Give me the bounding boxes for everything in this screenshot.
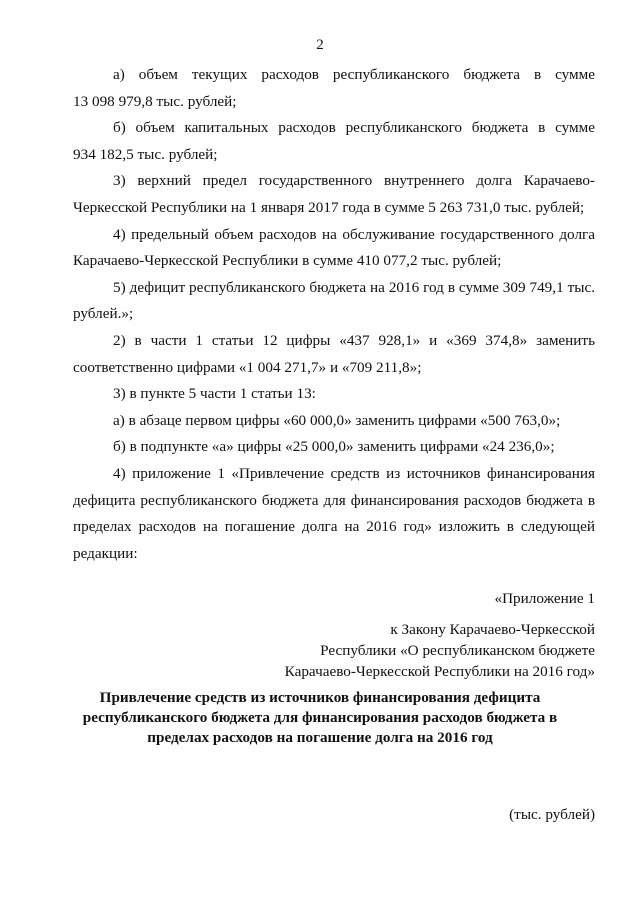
appendix-title: «Приложение 1 (494, 590, 595, 607)
paragraph-line: б) в подпункте «а» цифры «25 000,0» заменить цифрами «24 236,0»; (113, 438, 555, 456)
paragraph-line: дефицита республиканского бюджета для финансирования расходов бюджета в (73, 491, 595, 509)
paragraph-line: соответственно цифрами «1 004 271,7» и «709 211,8»; (73, 358, 422, 376)
appendix-ref-line: Карачаево-Черкесской Республики на 2016 год» (284, 663, 595, 680)
paragraph-line: а) объем текущих расходов республиканского бюджета в сумме (113, 66, 595, 83)
body-text (73, 62, 595, 567)
paragraph-8 (73, 408, 595, 435)
page-number: 2 (316, 37, 324, 53)
appendix-ref-line: Республики «О республиканском бюджете (320, 642, 595, 659)
heading-line: республиканского бюджета для финансирования расходов бюджета в (82, 709, 558, 726)
paragraph-7 (73, 381, 595, 408)
paragraph-line: редакции: (73, 544, 138, 562)
paragraph-line: пределах расходов на погашение долга на 2016 год» изложить в следующей (73, 518, 595, 536)
paragraph-5 (73, 275, 595, 328)
paragraph-4 (73, 222, 595, 275)
paragraph-line: б) объем капитальных расходов республиканского бюджета в сумме (113, 119, 595, 137)
heading-line: пределах расходов на погашение долга на 2016 год (147, 729, 493, 746)
appendix-ref-line: к Закону Карачаево-Черкесской (390, 621, 595, 638)
paragraph-line: рублей.»; (73, 305, 134, 323)
paragraph-line: 934 182,5 тыс. рублей; (73, 145, 218, 163)
paragraph-line: 4) предельный объем расходов на обслуживание государственного долга (113, 225, 595, 243)
heading-line: Привлечение средств из источников финансирования дефицита (99, 689, 541, 706)
section-heading (40, 688, 600, 748)
paragraph-3 (73, 168, 595, 221)
paragraph-line: Карачаево-Черкесской Республики в сумме 410 077,2 тыс. рублей; (73, 252, 502, 270)
units-label: (тыс. рублей) (509, 806, 595, 823)
paragraph-line: 5) дефицит республиканского бюджета на 2016 год в сумме 309 749,1 тыс. (113, 278, 595, 296)
paragraph-line: Черкесской Республики на 1 января 2017 года в сумме 5 263 731,0 тыс. рублей; (73, 198, 585, 216)
paragraph-1 (73, 62, 595, 115)
paragraph-line: 4) приложение 1 «Привлечение средств из источников финансирования (113, 464, 595, 482)
paragraph-line: а) в абзаце первом цифры «60 000,0» заменить цифрами «500 763,0»; (113, 411, 561, 429)
paragraph-9 (73, 434, 595, 461)
paragraph-line: 3) верхний предел государственного внутреннего долга Карачаево- (113, 172, 595, 190)
paragraph-line: 13 098 979,8 тыс. рублей; (73, 92, 237, 110)
paragraph-2 (73, 115, 595, 168)
paragraph-line: 3) в пункте 5 части 1 статьи 13: (113, 385, 316, 403)
paragraph-10 (73, 461, 595, 567)
appendix-reference (285, 619, 595, 682)
paragraph-6 (73, 328, 595, 381)
paragraph-line: 2) в части 1 статьи 12 цифры «437 928,1» и «369 374,8» заменить (113, 331, 595, 349)
